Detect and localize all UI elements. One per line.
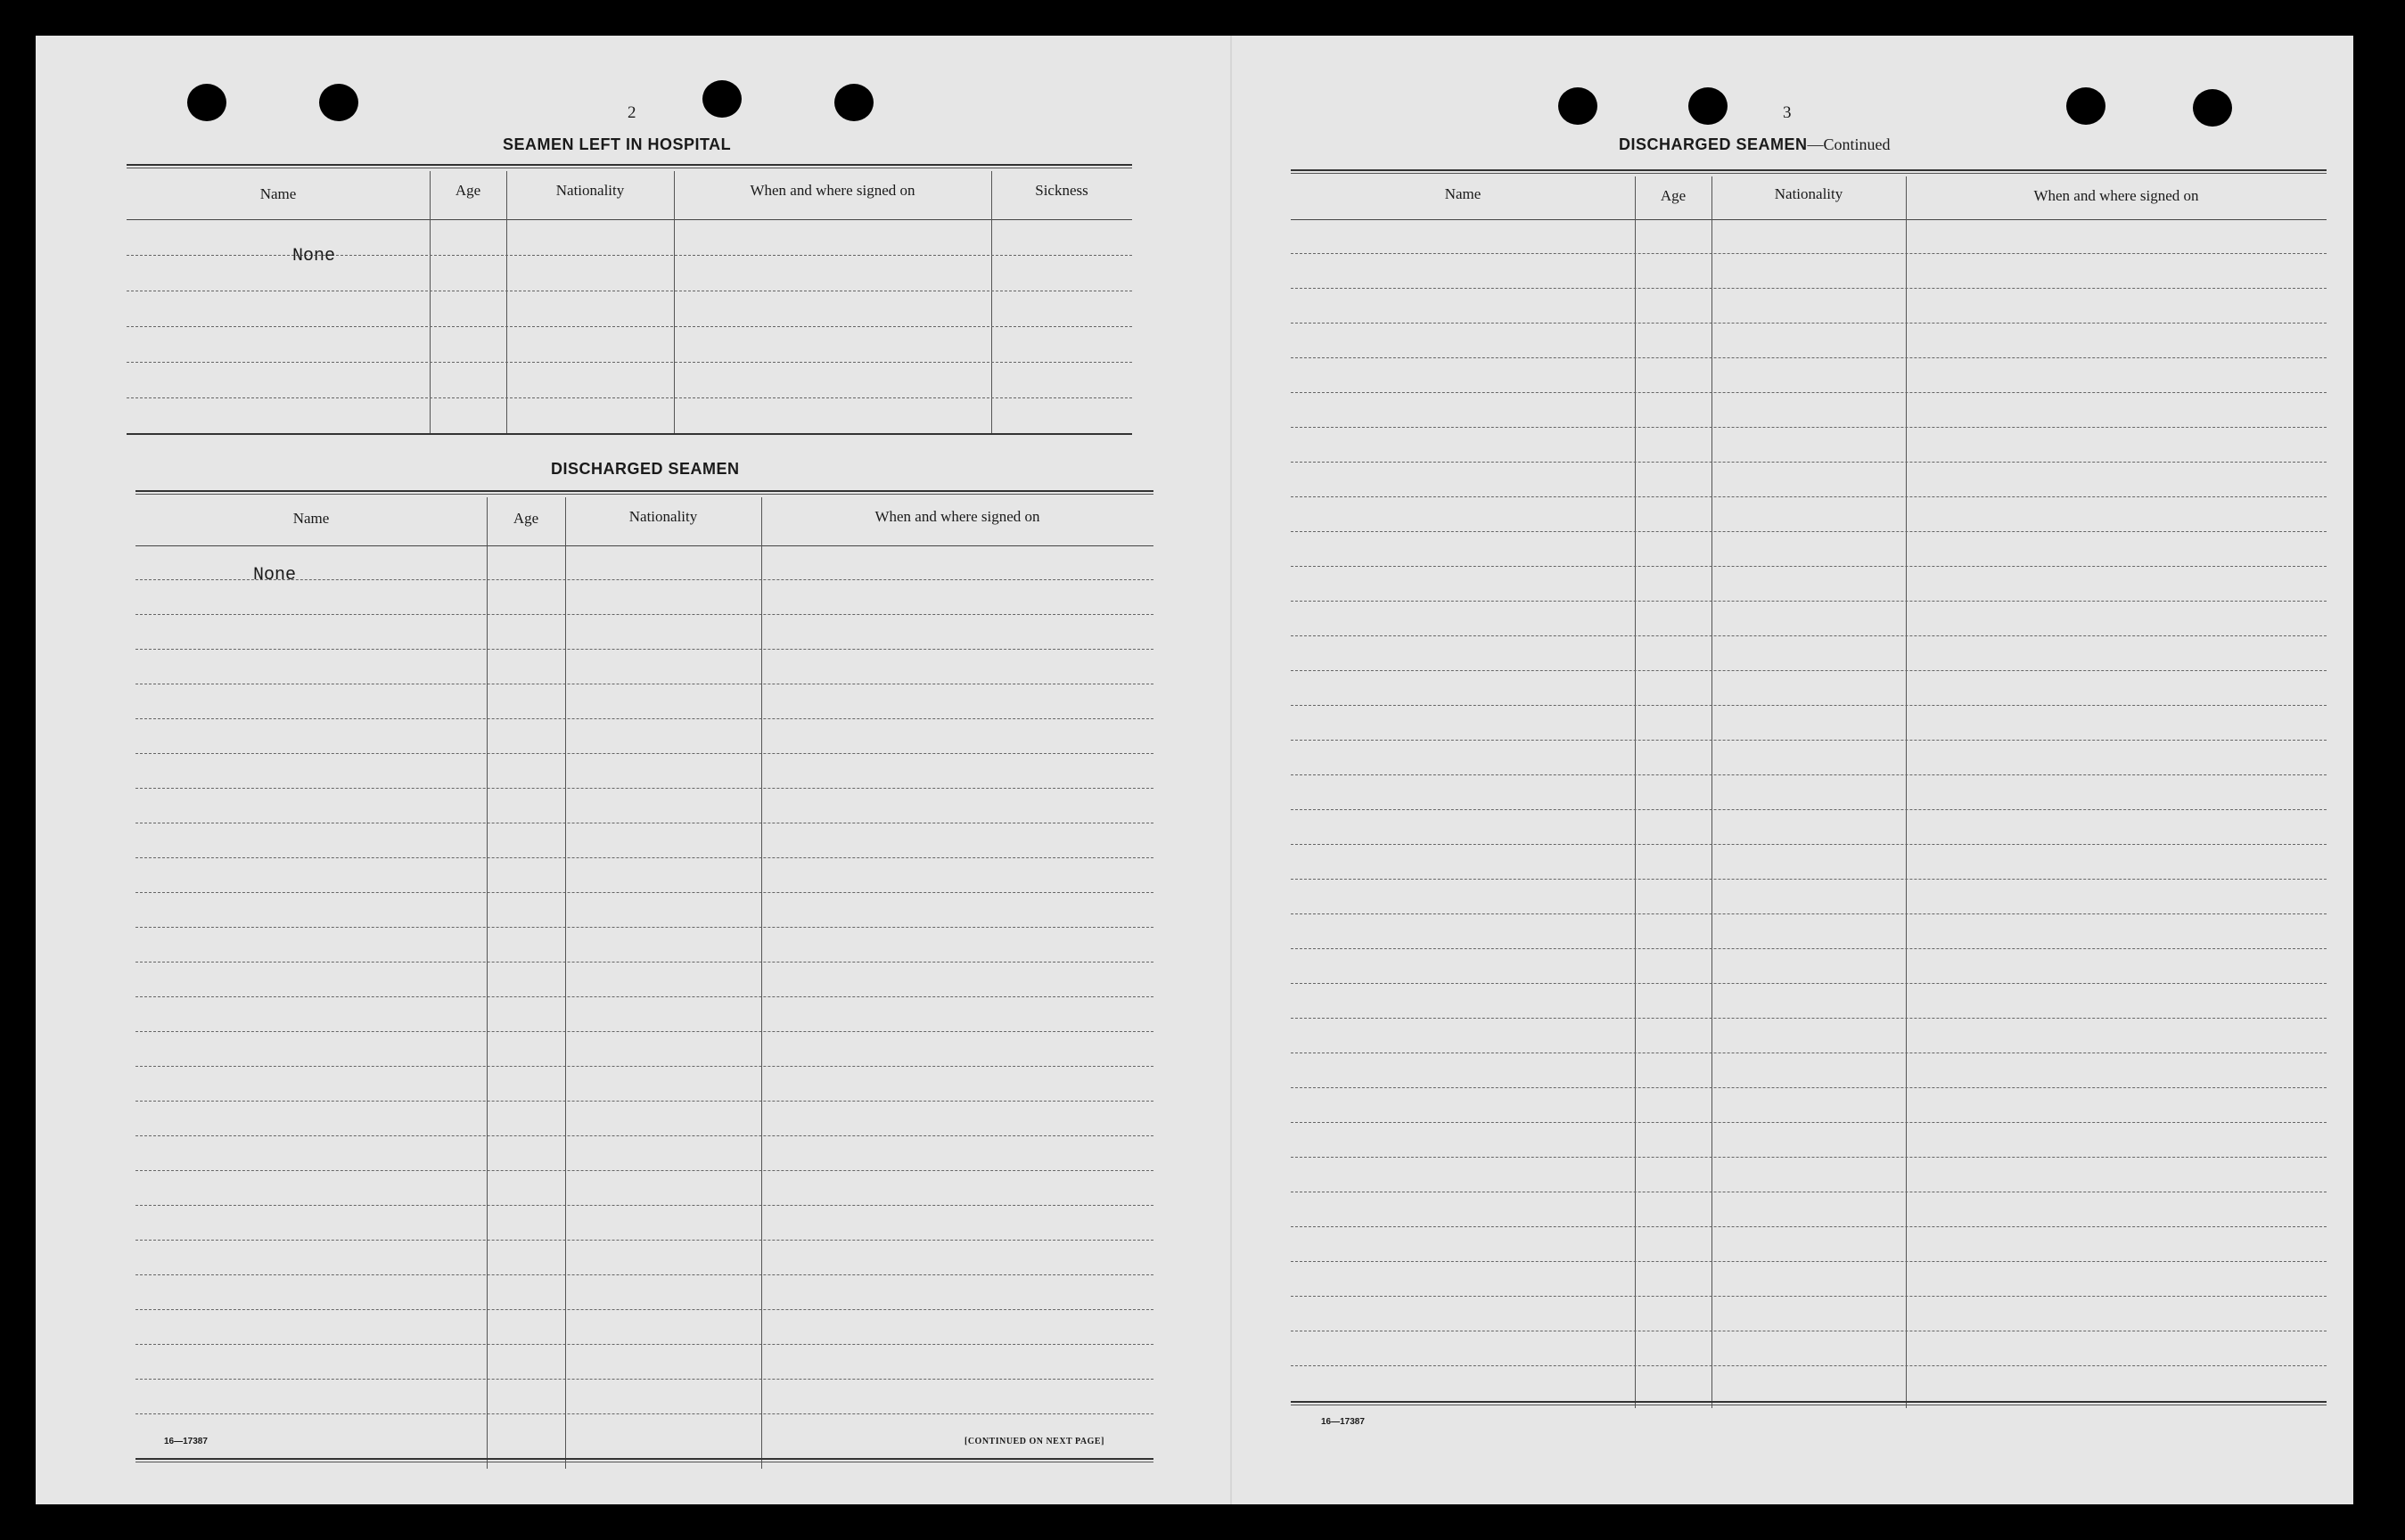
table-row-line	[1291, 635, 2327, 636]
column-divider	[1635, 176, 1636, 1408]
table-row-line	[1291, 670, 2327, 671]
table-row-line	[1291, 601, 2327, 602]
table-row-line	[1291, 1087, 2327, 1088]
column-header-when-where: When and where signed on	[2033, 187, 2199, 204]
column-header-nationality: Nationality	[555, 182, 625, 199]
table-row-line	[1291, 1296, 2327, 1297]
column-header-nationality: Nationality	[628, 508, 698, 525]
discharged-table-left	[135, 490, 1153, 1479]
punch-hole	[2193, 89, 2232, 127]
column-header-when-where: When and where signed on	[874, 508, 1040, 525]
discharged-continued-title-suffix: —Continued	[1807, 135, 1891, 153]
document-sheet	[36, 36, 2353, 1504]
table-top-rule	[127, 164, 1132, 168]
column-header-nationality: Nationality	[1774, 185, 1843, 202]
table-row-line	[127, 362, 1132, 363]
column-header-name: Name	[1444, 185, 1482, 202]
table-top-rule	[1291, 169, 2327, 174]
table-bottom-rule	[127, 433, 1132, 435]
table-row-line	[135, 788, 1153, 789]
column-header-age: Age	[1660, 187, 1687, 204]
table-row-line	[1291, 566, 2327, 567]
continued-note: [CONTINUED ON NEXT PAGE]	[964, 1437, 1104, 1446]
table-header-rule	[135, 545, 1153, 546]
table-row-line	[1291, 462, 2327, 463]
table-row-line	[135, 1135, 1153, 1136]
punch-hole	[702, 80, 742, 118]
punch-hole	[187, 84, 226, 121]
hospital-section-title: SEAMEN LEFT IN HOSPITAL	[503, 135, 732, 153]
table-header-rule	[127, 219, 1132, 220]
table-row-line	[1291, 740, 2327, 741]
column-divider	[1711, 176, 1712, 1408]
punch-hole	[834, 84, 874, 121]
table-row-line	[1291, 774, 2327, 775]
column-header-when-where: When and where signed on	[750, 182, 915, 199]
punch-hole	[1688, 87, 1728, 125]
table-row-line	[1291, 879, 2327, 880]
punch-hole	[2066, 87, 2105, 125]
table-header-rule	[1291, 219, 2327, 220]
page-number-right: 3	[1783, 103, 1792, 122]
page-gutter	[1230, 36, 1232, 1504]
table-row-line	[1291, 1122, 2327, 1123]
column-header-name: Name	[292, 510, 330, 527]
table-row-line	[1291, 427, 2327, 428]
column-divider	[565, 497, 566, 1469]
table-row-line	[135, 857, 1153, 858]
hospital-entry-none: None	[292, 246, 336, 266]
table-row-line	[1291, 253, 2327, 254]
column-divider	[991, 171, 992, 433]
hospital-table	[127, 164, 1132, 444]
column-divider	[1906, 176, 1907, 1408]
column-header-age: Age	[455, 182, 481, 199]
table-row-line	[1291, 913, 2327, 914]
table-row-line	[1291, 705, 2327, 706]
discharged-continued-title	[1619, 135, 1891, 154]
table-row-line	[135, 1274, 1153, 1275]
table-row-line	[1291, 983, 2327, 984]
discharged-table-right	[1291, 169, 2327, 1449]
table-row-line	[135, 892, 1153, 893]
table-row-line	[135, 1413, 1153, 1414]
column-divider	[761, 497, 762, 1469]
table-bottom-rule	[135, 1458, 1153, 1462]
table-row-line	[135, 1344, 1153, 1345]
table-row-line	[1291, 844, 2327, 845]
table-row-line	[1291, 1226, 2327, 1227]
table-row-line	[135, 614, 1153, 615]
column-divider	[430, 171, 431, 433]
table-row-line	[135, 1205, 1153, 1206]
table-row-line	[135, 1309, 1153, 1310]
table-top-rule	[135, 490, 1153, 495]
table-row-line	[127, 397, 1132, 398]
table-row-line	[127, 326, 1132, 327]
column-header-name: Name	[259, 185, 297, 202]
table-row-line	[135, 1240, 1153, 1241]
column-divider	[506, 171, 507, 433]
discharged-section-title: DISCHARGED SEAMEN	[551, 460, 740, 478]
column-header-sickness: Sickness	[1035, 182, 1088, 199]
page-number-left: 2	[628, 103, 636, 122]
discharged-entry-none: None	[253, 565, 297, 586]
table-row-line	[135, 753, 1153, 754]
table-row-line	[1291, 531, 2327, 532]
table-row-line	[135, 1066, 1153, 1067]
table-row-line	[135, 1031, 1153, 1032]
column-divider	[674, 171, 675, 433]
table-row-line	[135, 1101, 1153, 1102]
form-code-left: 16—17387	[164, 1437, 208, 1446]
table-row-line	[1291, 1261, 2327, 1262]
table-row-line	[135, 927, 1153, 928]
table-row-line	[1291, 948, 2327, 949]
table-row-line	[135, 996, 1153, 997]
table-row-line	[1291, 357, 2327, 358]
table-row-line	[1291, 323, 2327, 324]
table-row-line	[135, 718, 1153, 719]
form-code-right: 16—17387	[1321, 1417, 1365, 1427]
table-row-line	[135, 649, 1153, 650]
table-row-line	[1291, 1365, 2327, 1366]
table-row-line	[135, 1170, 1153, 1171]
column-divider	[487, 497, 488, 1469]
discharged-continued-title-main: DISCHARGED SEAMEN	[1619, 135, 1808, 153]
table-row-line	[1291, 496, 2327, 497]
punch-hole	[1558, 87, 1597, 125]
table-row-line	[1291, 392, 2327, 393]
table-bottom-rule	[1291, 1401, 2327, 1405]
table-row-line	[127, 255, 1132, 256]
table-row-line	[1291, 809, 2327, 810]
column-header-age: Age	[513, 510, 539, 527]
table-row-line	[1291, 1157, 2327, 1158]
table-row-line	[1291, 1018, 2327, 1019]
table-row-line	[1291, 288, 2327, 289]
table-row-line	[135, 1379, 1153, 1380]
punch-hole	[319, 84, 358, 121]
